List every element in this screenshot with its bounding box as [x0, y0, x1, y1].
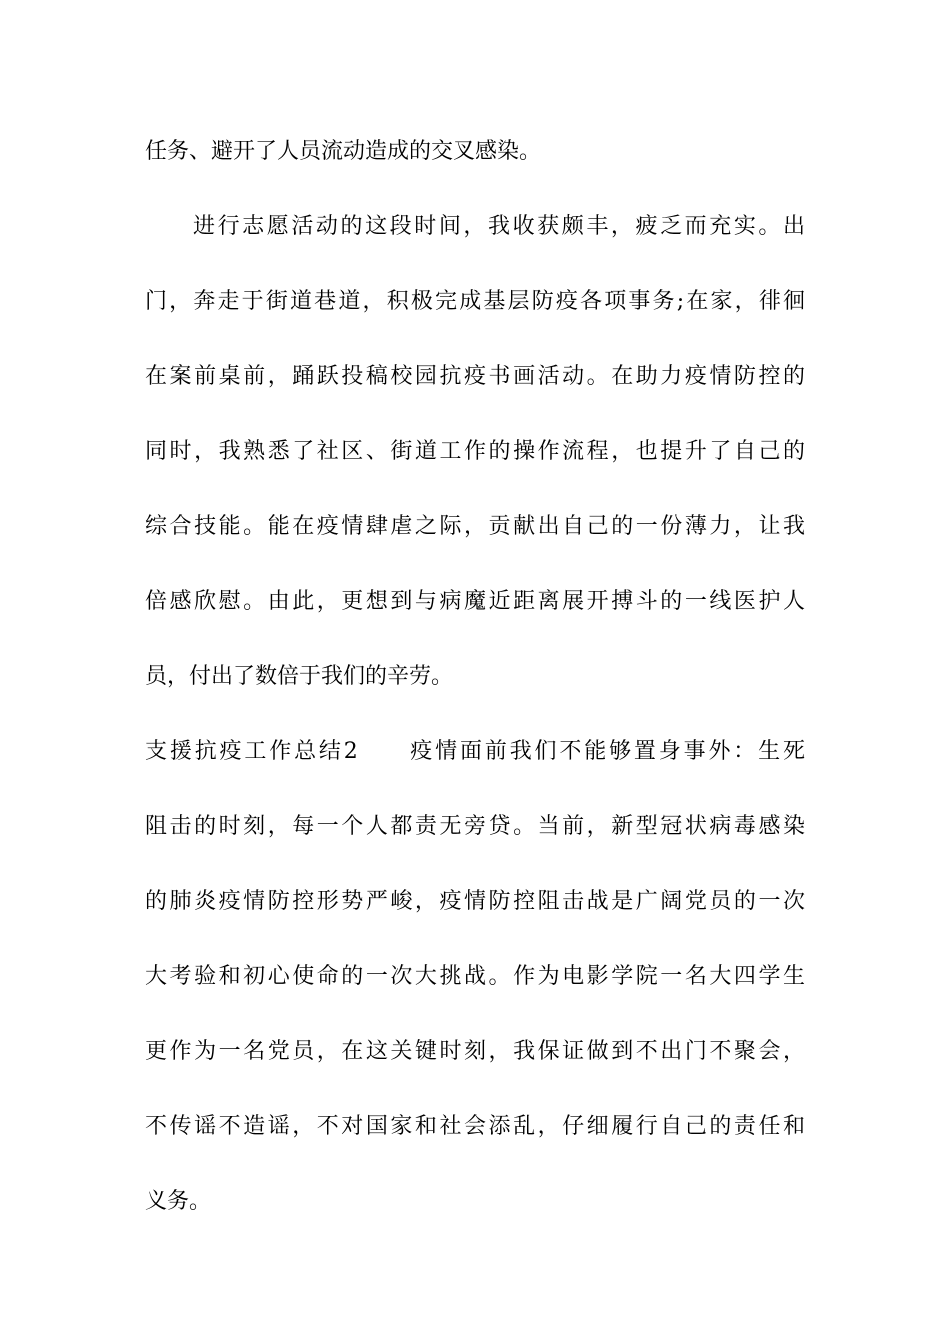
text-line: 的肺炎疫情防控形势严峻，疫情防控阻击战是广阔党员的一次 [145, 889, 805, 914]
text-line: 同时，我熟悉了社区、街道工作的操作流程，也提升了自己的 [145, 439, 805, 464]
text-line: 门，奔走于街道巷道，积极完成基层防疫各项事务;在家，徘徊 [145, 289, 805, 314]
text-line: 阻击的时刻，每一个人都责无旁贷。当前，新型冠状病毒感染 [145, 814, 805, 839]
text-line: 不传谣不造谣，不对国家和社会添乱，仔细履行自己的责任和 [145, 1114, 805, 1139]
text-line: 任务、避开了人员流动造成的交叉感染。 [145, 139, 542, 164]
text-line: 进行志愿活动的这段时间，我收获颇丰，疲乏而充实。出 [193, 214, 805, 239]
text-line: 倍感欣慰。由此，更想到与病魔近距离展开搏斗的一线医护人 [145, 589, 805, 614]
text-line: 义务。 [145, 1189, 212, 1214]
text-line: 员，付出了数倍于我们的辛劳。 [145, 664, 454, 689]
text-line: 综合技能。能在疫情肆虐之际，贡献出自己的一份薄力，让我 [145, 514, 805, 539]
section-heading-line: 支援抗疫工作总结2 疫情面前我们不能够置身事外：生死 [145, 739, 805, 764]
text-line: 在案前桌前，踊跃投稿校园抗疫书画活动。在助力疫情防控的 [145, 364, 805, 389]
text-line: 大考验和初心使命的一次大挑战。作为电影学院一名大四学生 [145, 964, 805, 989]
text-line: 更作为一名党员，在这关键时刻，我保证做到不出门不聚会， [145, 1039, 805, 1064]
